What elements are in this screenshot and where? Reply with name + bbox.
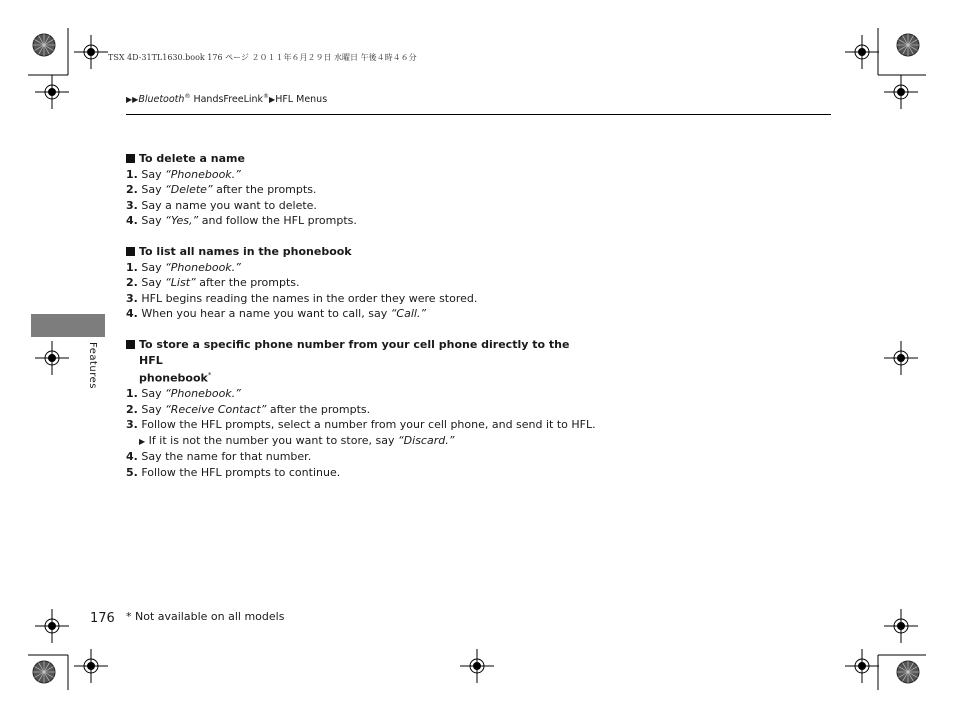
chapter-label: Features	[87, 342, 98, 389]
step-subnote: ▶ If it is not the number you want to store, say “Discard.”	[139, 433, 455, 447]
section-store-number	[126, 337, 596, 480]
square-bullet-icon	[126, 247, 135, 256]
step-item: 4. Say the name for that number.	[126, 450, 312, 464]
step-item: 1. Say “Phonebook.”	[126, 167, 241, 181]
main-content	[126, 151, 596, 496]
step-item: 3. HFL begins reading the names in the order they were stored.	[126, 291, 478, 305]
breadcrumb-handsfreelink: HandsFreeLink	[190, 94, 264, 106]
step-item: 1. Say “Phonebook.”	[126, 260, 241, 274]
section-heading: To list all names in the phonebook	[126, 244, 586, 260]
breadcrumb: ▶▶Bluetooth® HandsFreeLink®▶HFL Menus	[126, 93, 328, 106]
section-delete-name	[126, 151, 586, 229]
step-item: 2. Say “List” after the prompts.	[126, 276, 300, 289]
step-item: 2. Say “Delete” after the prompts.	[126, 183, 317, 196]
step-item: 3. Follow the HFL prompts, select a number from your cell phone, and send it to HFL.	[126, 418, 596, 432]
step-item: 5. Follow the HFL prompts to continue.	[126, 465, 341, 479]
square-bullet-icon	[126, 340, 135, 349]
breadcrumb-arrow-icon: ▶▶	[126, 95, 139, 105]
print-header: TSX 4D-31TL1630.book 176 ページ ２０１１年６月２９日 水曜日 午後４時４６分	[108, 53, 417, 62]
step-item: 4. When you hear a name you want to call, say “Call.”	[126, 307, 427, 320]
breadcrumb-arrow-icon: ▶	[269, 95, 276, 105]
arrow-right-icon: ▶	[139, 436, 146, 446]
section-list-names	[126, 244, 586, 322]
step-item: 1. Say “Phonebook.”	[126, 387, 241, 401]
step-item: 2. Say “Receive Contact” after the prompts.	[126, 402, 371, 416]
step-item: 4. Say “Yes,” and follow the HFL prompts.	[126, 214, 357, 227]
chapter-tab	[31, 314, 105, 337]
footnote-asterisk: *	[207, 371, 212, 379]
header-rule	[126, 114, 831, 115]
breadcrumb-hfl-menus: HFL Menus	[275, 94, 328, 106]
footnote: * Not available on all models	[126, 610, 285, 623]
square-bullet-icon	[126, 154, 135, 163]
step-item: 3. Say a name you want to delete.	[126, 198, 317, 212]
section-heading: To delete a name	[126, 151, 586, 167]
page-number: 176	[90, 611, 115, 626]
breadcrumb-bluetooth: Bluetooth	[138, 94, 185, 106]
section-heading: To store a specific phone number from your cell phone directly to the HFL phonebook*	[126, 337, 586, 386]
